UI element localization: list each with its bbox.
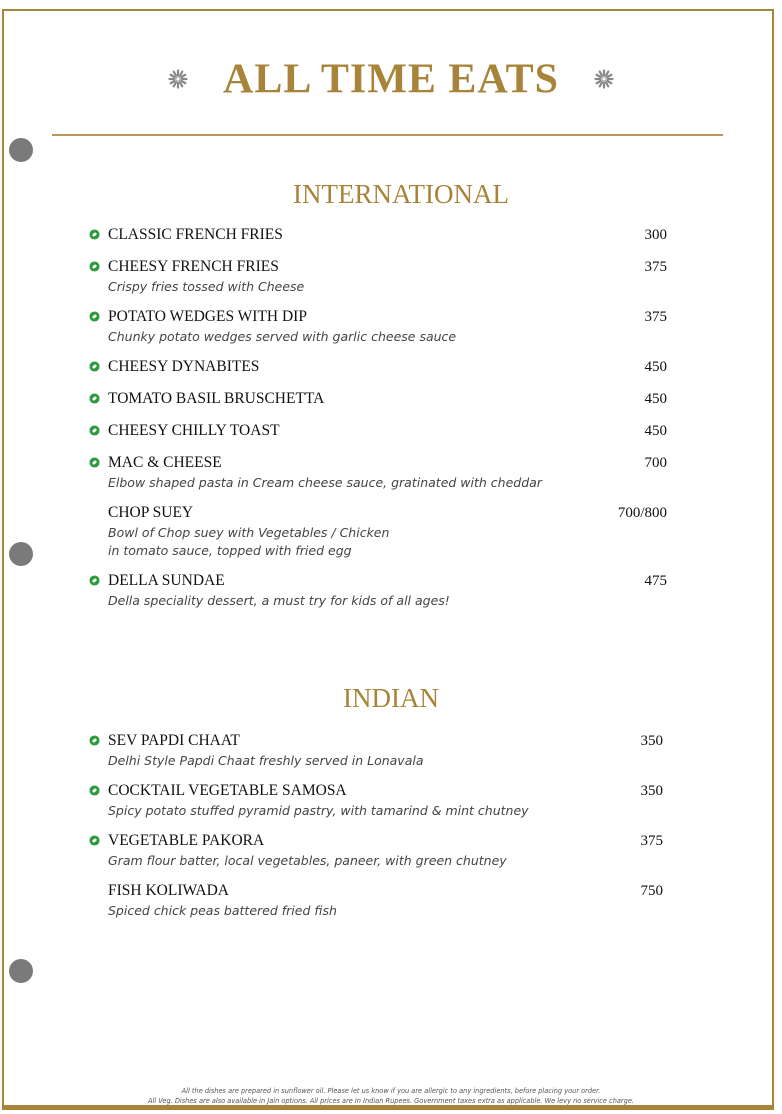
- item-name: CHEESY FRENCH FRIES: [108, 258, 279, 275]
- item-name: CHEESY DYNABITES: [108, 358, 260, 375]
- item-price: 750: [640, 883, 663, 899]
- item-name: COCKTAIL VEGETABLE SAMOSA: [108, 782, 347, 799]
- section-heading: INDIAN: [343, 683, 439, 713]
- menu-item: [0, 502, 782, 560]
- flower-ornament-icon: [594, 69, 614, 89]
- item-description: Crispy fries tossed with Cheese: [108, 279, 305, 294]
- item-name: MAC & CHEESE: [108, 454, 222, 471]
- section-heading: INTERNATIONAL: [293, 179, 509, 209]
- menu-item: [0, 570, 782, 610]
- item-price: 375: [644, 309, 667, 325]
- item-price: 450: [644, 359, 667, 375]
- menu-item: [0, 452, 782, 492]
- veg-icon: [89, 229, 100, 240]
- menu-item: [0, 780, 782, 820]
- item-price: 475: [644, 573, 667, 589]
- footer-line-1: All the dishes are prepared in sunflower oil. Please let us know if you are allergic to any ingredients, before placing your order.: [181, 1087, 601, 1095]
- item-name: CHOP SUEY: [108, 504, 194, 521]
- item-name: SEV PAPDI CHAAT: [108, 732, 240, 749]
- item-price: 700: [644, 455, 667, 471]
- item-price: 350: [640, 733, 663, 749]
- binder-hole: [9, 959, 33, 983]
- item-price: 375: [640, 833, 663, 849]
- menu-title: ALL TIME EATS: [223, 56, 559, 103]
- item-name: VEGETABLE PAKORA: [108, 832, 265, 849]
- menu-item: [0, 256, 782, 296]
- item-name: DELLA SUNDAE: [108, 572, 225, 589]
- item-price: 450: [644, 391, 667, 407]
- item-description: Chunky potato wedges served with garlic cheese sauce: [108, 329, 457, 344]
- item-description: Della speciality dessert, a must try for kids of all ages!: [108, 593, 450, 608]
- menu-item: [0, 224, 782, 246]
- menu-item: [0, 880, 782, 920]
- veg-icon: [89, 835, 100, 846]
- item-description: Spicy potato stuffed pyramid pastry, with tamarind & mint chutney: [108, 803, 529, 818]
- veg-icon: [89, 425, 100, 436]
- item-price: 450: [644, 423, 667, 439]
- veg-icon: [89, 311, 100, 322]
- item-name: FISH KOLIWADA: [108, 882, 229, 899]
- menu-item: [0, 356, 782, 378]
- divider: [52, 134, 723, 136]
- menu-item: [0, 730, 782, 770]
- menu-title-row: [0, 52, 782, 103]
- item-price: 375: [644, 259, 667, 275]
- binder-hole: [9, 138, 33, 162]
- menu-item: [0, 830, 782, 870]
- footer-line-2: All Veg. Dishes are also available in Jain options. All prices are in Indian Rupees. Government taxes extra as applicable. We levy no service charge.: [148, 1097, 634, 1105]
- flower-ornament-icon: [168, 69, 188, 89]
- section-indian: [0, 678, 782, 930]
- item-name: TOMATO BASIL BRUSCHETTA: [108, 390, 325, 407]
- menu-item: [0, 388, 782, 410]
- veg-icon: [89, 457, 100, 468]
- item-description: Gram flour batter, local vegetables, paneer, with green chutney: [108, 853, 507, 868]
- item-name: POTATO WEDGES WITH DIP: [108, 308, 307, 325]
- item-description: Elbow shaped pasta in Cream cheese sauce, gratinated with cheddar: [108, 475, 542, 490]
- item-price: 300: [644, 227, 667, 243]
- item-name: CLASSIC FRENCH FRIES: [108, 226, 283, 243]
- item-description: Spiced chick peas battered fried fish: [108, 903, 337, 918]
- menu-item: [0, 306, 782, 346]
- veg-icon: [89, 393, 100, 404]
- footer-note: [0, 1086, 782, 1106]
- item-price: 350: [640, 783, 663, 799]
- veg-icon: [89, 361, 100, 372]
- item-price: 700/800: [617, 505, 667, 521]
- item-description: Delhi Style Papdi Chaat freshly served in Lonavala: [108, 753, 424, 768]
- menu-item: [0, 420, 782, 442]
- veg-icon: [89, 785, 100, 796]
- item-description: Bowl of Chop suey with Vegetables / Chicken in tomato sauce, topped with fried egg: [108, 525, 390, 558]
- item-name: CHEESY CHILLY TOAST: [108, 422, 280, 439]
- veg-icon: [89, 735, 100, 746]
- section-international: [0, 174, 782, 620]
- veg-icon: [89, 575, 100, 586]
- veg-icon: [89, 261, 100, 272]
